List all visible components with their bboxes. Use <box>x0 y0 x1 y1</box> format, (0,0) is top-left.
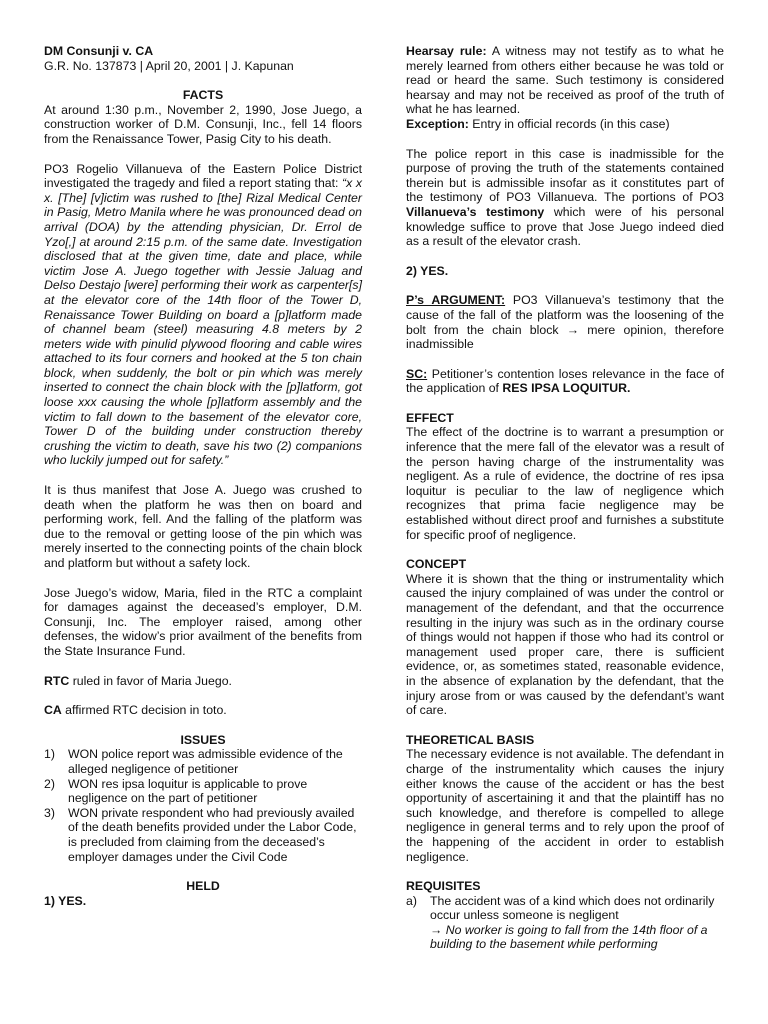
hearsay-text: A witness may not testify as to what he merely learned from others either because he was told or read or heard the same. Such testimony is considered hearsay and may not be received as proof of the truth of what he has learned. <box>406 44 724 117</box>
rtc-label: RTC <box>44 673 70 688</box>
police-report-intro: PO3 Rogelio Villanueva of the Eastern Police District investigated the tragedy and filed a report stating that: <box>44 161 362 191</box>
requisite-note: → No worker is going to fall from the 14th floor of a building to the basement while performing <box>430 922 708 952</box>
left-column <box>44 44 362 908</box>
facts-heading: FACTS <box>182 88 224 103</box>
ca-text: affirmed RTC decision in toto. <box>61 703 227 718</box>
petitioner-argument <box>406 293 724 351</box>
requisite-letter: a) <box>406 893 417 908</box>
case-citation: G.R. No. 137873 | April 20, 2001 | J. Kapunan <box>44 58 294 73</box>
issues-list <box>44 747 362 864</box>
hearsay-exception <box>406 117 724 132</box>
facts-paragraph-1: At around 1:30 p.m., November 2, 1990, Jose Juego, a construction worker of D.M. Consunji, Inc., fell 14 floors from the Renaissance Tower, Pasig City to his death. <box>44 102 362 146</box>
theory-text: The necessary evidence is not available. The defendant in charge of the instrumentality which causes the injury either knows the cause of the accident or has the best opportunity of ascertaining it and that the plaintiff has no such knowledge, and therefore is compelled to allege negligence in general terms and to rely upon the proof of the happening of the accident in order to establish negligence. <box>406 747 724 864</box>
concept-text: Where it is shown that the thing or instrumentality which caused the injury complained of was under the control or management of the defendant, and that the occurrence resulting in the injury was such as in the ordinary course of things would not happen if those who had its control or management used proper care, there is sufficient evidence, or, as sometimes stated, reasonable evidence, in the absence of explanation by the defendant, that the injury arose from or was caused by the defendant’s want of care. <box>406 571 724 718</box>
hearsay-rule <box>406 44 724 117</box>
sc-text: Petitioner’s contention loses relevance in the face of the application of <box>406 366 724 396</box>
facts-paragraph-3: It is thus manifest that Jose A. Juego was crushed to death when the platform he was then on board and performing work, fell. And the falling of the platform was due to the removal or getting loose of the pin which was merely inserted to the connecting points of the chain block and platform but without a safety lock. <box>44 483 362 570</box>
police-report-paragraph <box>406 147 724 249</box>
exception-text: Entry in official records (in this case) <box>468 116 670 131</box>
ca-ruling <box>44 703 362 718</box>
sc-label: SC: <box>406 366 428 381</box>
requisites-heading: REQUISITES <box>406 879 481 894</box>
concept-heading: CONCEPT <box>406 557 467 572</box>
theory-heading: THEORETICAL BASIS <box>406 732 535 747</box>
exception-label: Exception: <box>406 116 469 131</box>
issue-item <box>44 747 362 776</box>
held-heading: HELD <box>186 879 220 894</box>
requisite-body <box>430 894 724 952</box>
issue-text: WON police report was admissible evidence of the alleged negligence of petitioner <box>68 747 343 776</box>
issue-number: 3) <box>44 805 55 820</box>
ca-label: CA <box>44 703 62 718</box>
effect-text: The effect of the doctrine is to warrant a presumption or inference that the mere fall of the elevator was a result of the person having charge of the instrumentality was negligent. As a rule of evidence, the doctrine of res ipsa loquitur is peculiar to the law of negligence which recognizes that prima facie negligence may be established without direct proof and furnishes a substitute for specific proof of negligence. <box>406 425 724 542</box>
issue-number: 2) <box>44 776 55 791</box>
rtc-ruling <box>44 674 362 689</box>
sc-doctrine: RES IPSA LOQUITUR. <box>502 381 631 396</box>
issues-heading: ISSUES <box>180 732 226 747</box>
issue-number: 1) <box>44 747 55 762</box>
issue-item <box>44 806 362 864</box>
case-title: DM Consunji v. CA <box>44 44 154 58</box>
issue-item <box>44 777 362 806</box>
requisite-item <box>406 894 724 952</box>
effect-heading: EFFECT <box>406 410 454 425</box>
requisite-text: The accident was of a kind which does not ordinarily occur unless someone is negligent <box>430 893 715 923</box>
argument-label: P’s ARGUMENT: <box>406 293 506 308</box>
issue-text: WON res ipsa loquitur is applicable to prove negligence on the part of petitioner <box>68 776 308 806</box>
issue-text: WON private respondent who had previously availed of the death benefits provided under the Labor Code, is precluded from claiming from the deceased’s employer damages under the Civil Code <box>68 805 357 864</box>
police-text-post: which were of his personal knowledge suffice to prove that Jose Juego indeed died as a result of the elevator crash. <box>406 204 724 249</box>
police-text-bold: Villanueva’s testimony <box>406 204 545 219</box>
right-column <box>406 44 724 952</box>
hearsay-label: Hearsay rule: <box>406 44 487 58</box>
held-second-answer: 2) YES. <box>406 263 449 278</box>
facts-paragraph-4: Jose Juego’s widow, Maria, filed in the RTC a complaint for damages against the deceased’s employer, D.M. Consunji, Inc. The employer raised, among other defenses, the widow’s prior availment of the benefits from the State Insurance Fund. <box>44 585 362 658</box>
held-first-answer: 1) YES. <box>44 893 87 908</box>
requisites-list <box>406 894 724 952</box>
police-report-quote: “x x x. [The] [v]ictim was rushed to [the] Rizal Medical Center in Pasig, Metro Manila where he was pronounced dead on arrival (DOA) by the attending physician, Dr. Errol de Yzo[,] at around 2:15 p.m. of the same date. Investigation disclosed that at the given time, date and place, while victim Jose A. Juego together with Jessie Jaluag and Delso Destajo [were] performing their work as carpenter[s] at the elevator core of the 14th floor of the Tower D, Renaissance Tower Building on board a [p]latform made of channel beam (steel) measuring 4.8 meters by 2 meters wide with pinulid plywood flooring and cable wires attached to its four corners and hooked at the 5 ton chain block, when suddenly, the bolt or pin which was merely inserted to connect the chain block with the [p]latform, got loose xxx causing the whole [p]latform assembly and the victim to fall down to the basement of the elevator core, Tower D of the building under construction thereby crushing the victim to death, save his two (2) companions who luckily jumped out for safety.” <box>44 176 362 468</box>
facts-paragraph-2 <box>44 162 362 468</box>
sc-ruling <box>406 367 724 396</box>
rtc-text: ruled in favor of Maria Juego. <box>69 673 232 688</box>
police-text-pre: The police report in this case is inadmissible for the purpose of proving the truth of the statements contained therein but is admissible insofar as it constitutes part of the testimony of PO3 Villanueva. The portions of PO3 <box>406 146 724 205</box>
argument-text: PO3 Villanueva’s testimony that the cause of the fall of the platform was the loosening of the bolt from the chain block → mere opinion, therefore inadmissible <box>406 293 724 352</box>
